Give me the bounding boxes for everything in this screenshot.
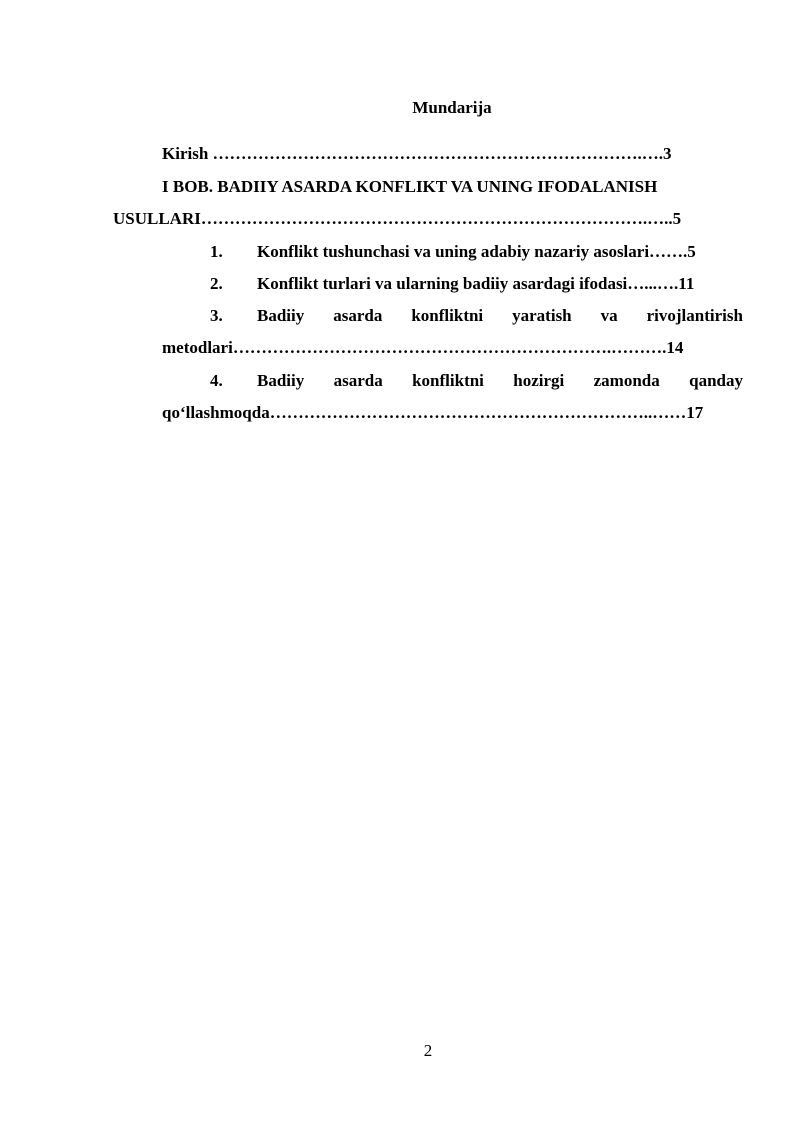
- toc-entry-section-3-continuation: metodlari………………………………………………………….……….14: [162, 338, 684, 357]
- toc-item-number: 2.: [210, 274, 223, 293]
- toc-entry-chapter-1-continuation: USULLARI…………………………………………………………………….…..5: [113, 209, 682, 228]
- toc-word: konfliktni: [411, 306, 484, 325]
- toc-word: zamonda: [593, 371, 660, 390]
- toc-item-number: 4.: [210, 371, 223, 390]
- toc-word: asarda: [333, 371, 383, 390]
- toc-item-number: 1.: [210, 242, 223, 261]
- toc-entry-section-2: Konflikt turlari va ularning badiiy asardagi ifodasi…...….11: [257, 274, 695, 293]
- toc-word: Badiiy: [257, 371, 305, 390]
- toc-word: qanday: [689, 371, 743, 390]
- toc-word: yaratish: [512, 306, 572, 325]
- toc-word: Badiiy: [257, 306, 305, 325]
- toc-entry-chapter-1: I BOB. BADIIY ASARDA KONFLIKT VA UNING IFODALANISH: [162, 177, 658, 196]
- toc-word: asarda: [333, 306, 383, 325]
- toc-word: va: [600, 306, 618, 325]
- toc-entry-section-4: [257, 371, 743, 391]
- toc-entry-section-3: [257, 306, 743, 326]
- toc-entry-introduction: Kirish ………………………………………………………………….….3: [162, 144, 672, 163]
- page-title: Mundarija: [412, 98, 492, 117]
- page-number: 2: [423, 1041, 433, 1060]
- toc-word: rivojlantirish: [646, 306, 743, 325]
- toc-entry-section-4-continuation: qo‘llashmoqda…………………………………………………………..……17: [162, 403, 704, 422]
- toc-item-number: 3.: [210, 306, 223, 325]
- toc-entry-section-1: Konflikt tushunchasi va uning adabiy nazariy asoslari…….5: [257, 242, 696, 261]
- toc-word: hozirgi: [513, 371, 565, 390]
- toc-word: konfliktni: [412, 371, 484, 390]
